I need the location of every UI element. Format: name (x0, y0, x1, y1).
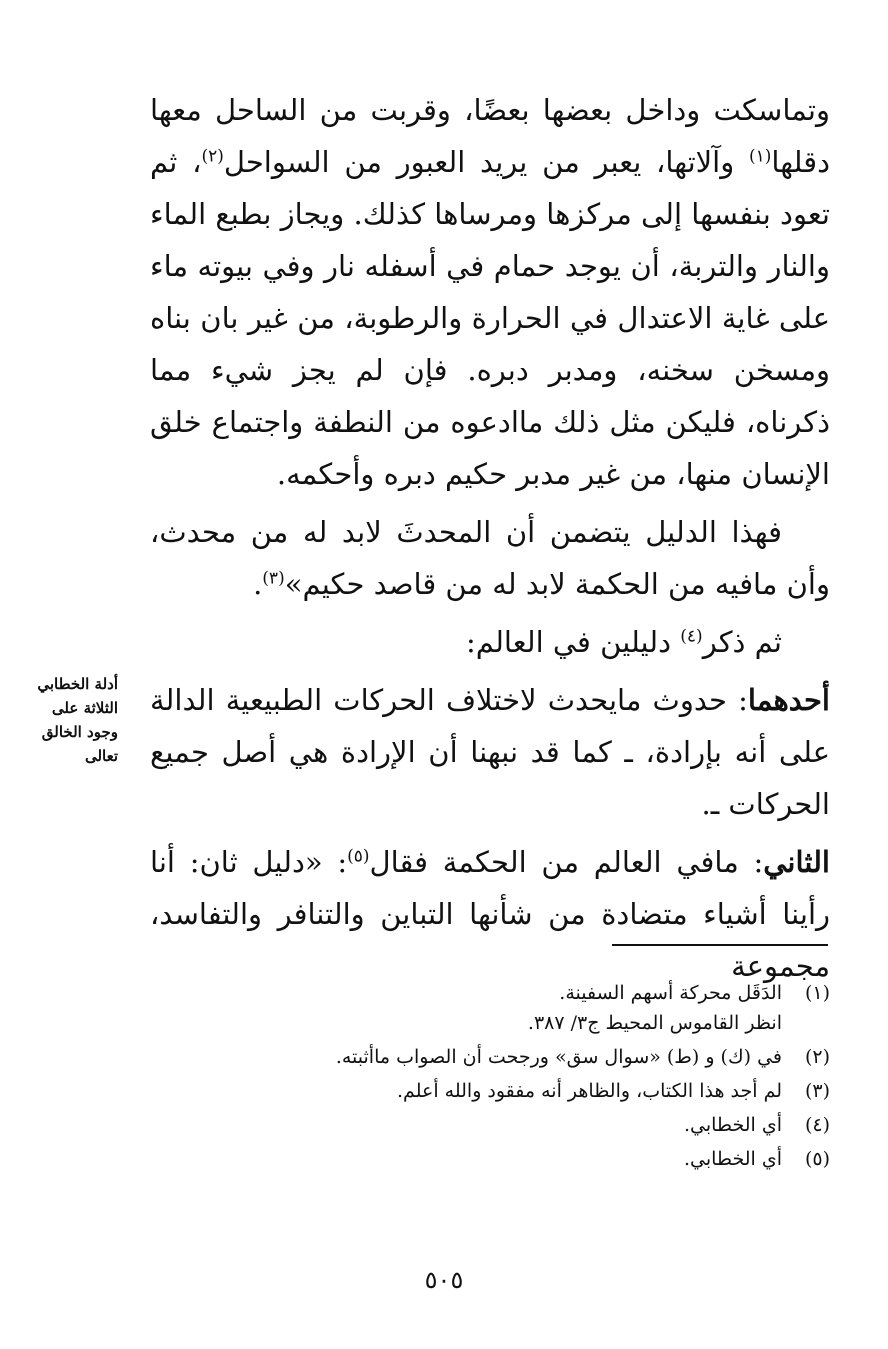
footnote-5-number: (٥) (804, 1148, 830, 1170)
paragraph-5-lead: الثاني (763, 845, 830, 879)
footnote-1 (300, 978, 830, 1038)
footnote-3-lines (300, 1076, 782, 1106)
footnote-4-number: (٤) (804, 1114, 830, 1136)
footnote-3-number: (٣) (804, 1080, 830, 1102)
margin-note-line-3: وجود الخالق (41, 723, 118, 741)
margin-note (26, 672, 118, 768)
footnote-1-line-2: انظر القاموس المحيط ج٣/ ٣٨٧. (527, 1012, 782, 1034)
paragraph-2-part-a: فهذا الدليل يتضمن أن المحدثَ لابد له من محدث، وأن مافيه من الحكمة لابد له من قاصد حكيم» (150, 515, 830, 601)
footnote-1-number: (١) (804, 982, 830, 1004)
main-text (150, 84, 830, 992)
footnote-4 (300, 1110, 830, 1140)
footnote-ref-2[interactable]: (٢) (201, 146, 224, 167)
paragraph-5-part-b: : «دليل ثان: أنا رأينا أشياء متضادة من شأنها التباين والتنافر والتفاسد، مجموعة (150, 845, 830, 983)
page-number: ٥٠٥ (424, 1266, 464, 1294)
footnote-1-lines (300, 978, 782, 1038)
footnote-2-lines (300, 1042, 782, 1072)
footnote-3 (300, 1076, 830, 1106)
footnotes (300, 978, 830, 1178)
footnote-1-line-1: الدَقَل محركة أسهم السفينة. (559, 982, 782, 1004)
paragraph-3 (150, 616, 830, 668)
footnote-3-line-1: لم أجد هذا الكتاب، والظاهر أنه مفقود والله أعلم. (397, 1080, 782, 1102)
footnote-ref-4[interactable]: (٤) (680, 626, 703, 647)
paragraph-1-part-a: وتماسكت وداخل بعضها بعضًا، وقربت من الساحل معها دقلها (150, 93, 830, 179)
footnote-2 (300, 1042, 830, 1072)
paragraph-4 (150, 674, 830, 830)
footnote-4-line-1: أي الخطابي. (683, 1114, 782, 1136)
footnote-4-lines (300, 1110, 782, 1140)
paragraph-1-part-b: وآلاتها، يعبر من يريد العبور من السواحل (223, 145, 749, 179)
paragraph-2 (150, 506, 830, 610)
paragraph-4-text: : حدوث مايحدث لاختلاف الحركات الطبيعية الدالة على أنه بإرادة، ـ كما قد نبهنا أن الإرادة هي أصل جميع الحركات ـ. (150, 683, 830, 821)
footnote-2-number: (٢) (804, 1046, 830, 1068)
footnote-ref-5[interactable]: (٥) (347, 846, 370, 867)
paragraph-2-part-b: . (253, 567, 263, 601)
paragraph-5 (150, 836, 830, 992)
paragraph-1-part-c: ، ثم تعود بنفسها إلى مركزها ومرساها كذلك. ويجاز بطبع الماء والنار والتربة، أن يوجد حمام في أسفله نار وفي بيوته ماء على غاية الاعتدال في الحرارة والرطوبة، من غير بان بناه ومسخن سخنه، ومدبر دبره. فإن لم يجز شيء مما ذكرناه، فليكن مثل ذلك ماادعوه من النطفة واجتماع خلق الإنسان منها، من غير مدبر حكيم دبره وأحكمه. (150, 145, 830, 491)
footnote-5-line-1: أي الخطابي. (683, 1148, 782, 1170)
paragraph-3-part-a: ثم ذكر (702, 625, 782, 659)
paragraph-5-part-a: : مافي العالم من الحكمة فقال (369, 845, 764, 879)
footnote-2-line-1: في (ك) و (ط) «سوال سق» ورجحت أن الصواب ماأثبته. (335, 1046, 782, 1068)
paragraph-3-part-b: دليلين في العالم: (466, 625, 681, 659)
margin-note-line-2: الثلاثة على (51, 699, 118, 717)
margin-note-line-1: أدلة الخطابي (37, 675, 118, 693)
footnote-ref-3[interactable]: (٣) (262, 568, 285, 589)
paragraph-4-lead: أحدهما (747, 683, 830, 717)
footnote-5 (300, 1144, 830, 1174)
paragraph-1 (150, 84, 830, 500)
footnote-separator (612, 944, 828, 946)
margin-note-line-4: تعالى (84, 747, 118, 765)
footnote-5-lines (300, 1144, 782, 1174)
footnote-ref-1[interactable]: (١) (748, 146, 772, 167)
